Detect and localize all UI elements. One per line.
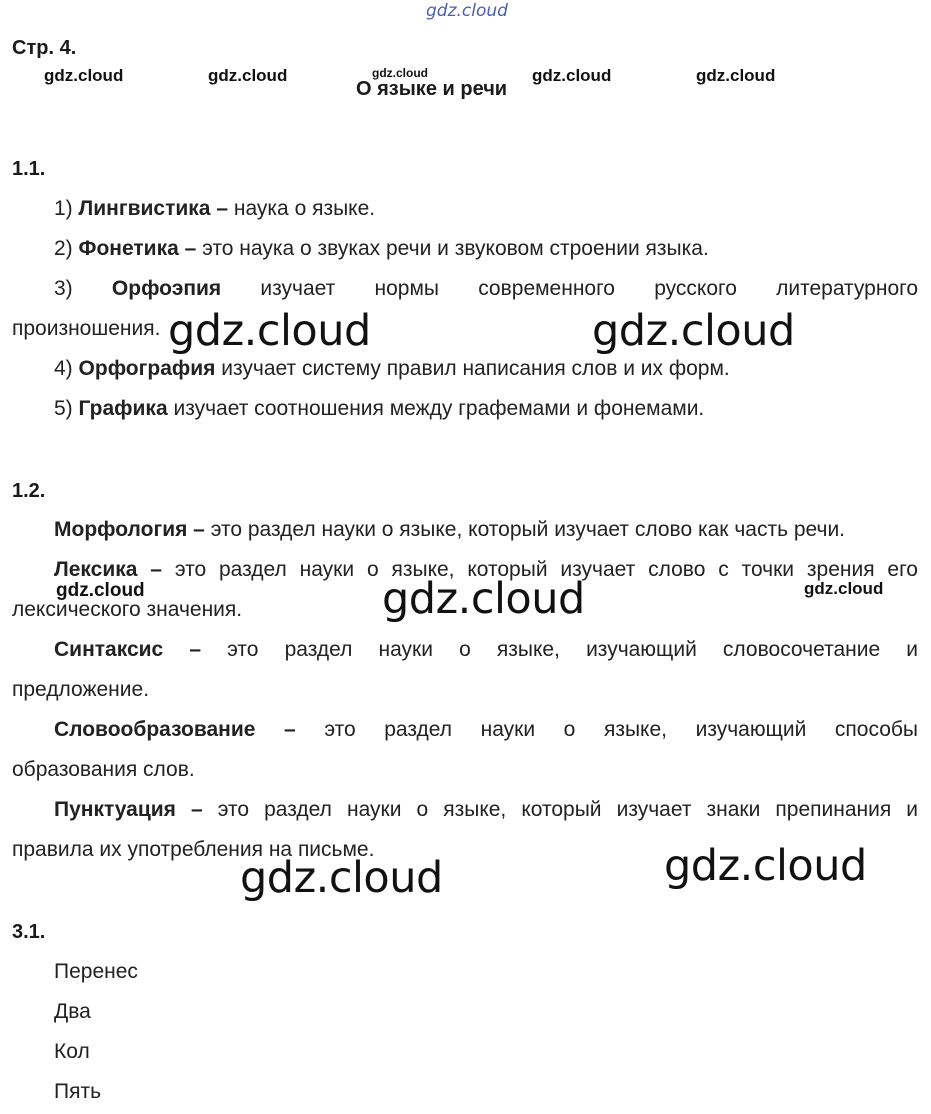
topic-title: О языке и речи — [356, 78, 508, 100]
watermark-large: gdz.cloud — [592, 306, 795, 356]
section-number-3-1: 3.1. — [12, 921, 46, 943]
watermark-small: gdz.cloud — [532, 66, 612, 85]
watermark-medium: gdz.cloud — [56, 580, 145, 601]
definition-continuation: лексического значения. — [12, 598, 243, 621]
definition-item: Синтаксис – это раздел науки о языке, изучающий словосочетание и — [54, 638, 918, 661]
page-label: Стр. 4. — [12, 37, 77, 59]
section-number-1-2: 1.2. — [12, 480, 46, 502]
definition-item: Словообразование – это раздел науки о языке, изучающий способы — [54, 718, 919, 741]
definition-item: Лексика – это раздел науки о языке, который изучает слово с точки зрения его — [54, 558, 918, 581]
word-item: Кол — [54, 1040, 90, 1063]
word-item: Пять — [54, 1080, 102, 1103]
watermark-large: gdz.cloud — [240, 853, 443, 903]
definition-continuation: образования слов. — [12, 758, 195, 781]
watermark-tiny: gdz.cloud — [372, 66, 428, 80]
list-item: 4) Орфография изучает систему правил написания слов и их форм. — [54, 357, 730, 380]
list-item-continuation: произношения. — [12, 317, 161, 340]
watermark-top-logo: gdz.cloud — [426, 1, 508, 21]
word-item: Два — [54, 1000, 91, 1023]
definition-continuation: правила их употребления на письме. — [12, 838, 375, 861]
watermark-small: gdz.cloud — [208, 66, 288, 85]
watermark-large: gdz.cloud — [382, 574, 585, 624]
definition-item: Морфология – это раздел науки о языке, который изучает слово как часть речи. — [54, 518, 846, 541]
section-number-1-1: 1.1. — [12, 158, 46, 180]
list-item: 3) Орфоэпия изучает нормы современного русского литературного — [54, 277, 919, 300]
list-item: 5) Графика изучает соотношения между графемами и фонемами. — [54, 397, 705, 420]
definition-item: Пунктуация – это раздел науки о языке, который изучает знаки препинания и — [54, 798, 918, 821]
watermark-small: gdz.cloud — [696, 66, 776, 85]
list-item: 1) Лингвистика – наука о языке. — [54, 197, 376, 220]
watermark-large: gdz.cloud — [664, 841, 867, 891]
word-item: Перенес — [54, 960, 138, 983]
definition-continuation: предложение. — [12, 678, 150, 701]
watermark-small: gdz.cloud — [44, 66, 124, 85]
list-item: 2) Фонетика – это наука о звуках речи и звуковом строении языка. — [54, 237, 709, 260]
watermark-large: gdz.cloud — [168, 306, 371, 356]
watermark-small: gdz.cloud — [804, 579, 884, 598]
